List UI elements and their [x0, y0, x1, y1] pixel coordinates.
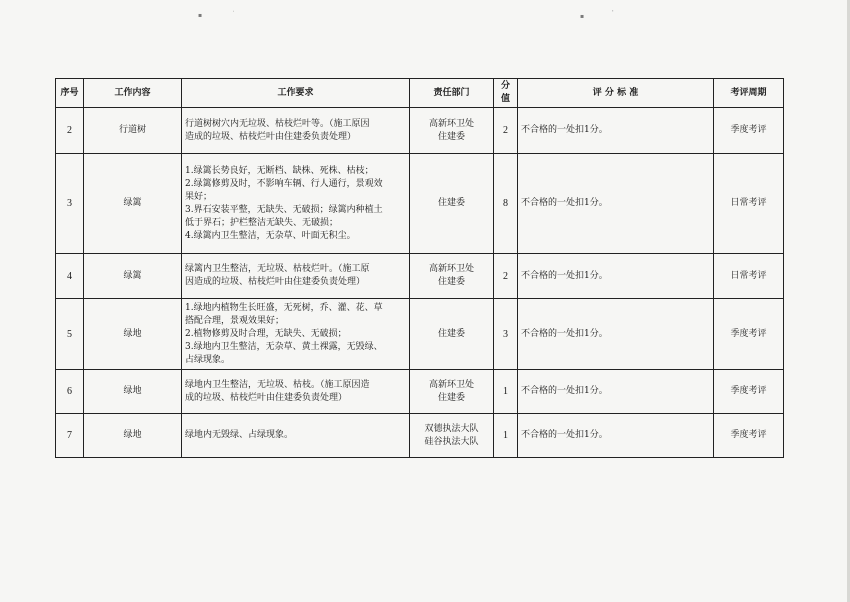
row-content: 绿地 — [84, 299, 182, 370]
department-line: 高新环卫处 — [428, 379, 474, 390]
row-department — [410, 370, 494, 414]
row-cycle: 日常考评 — [714, 154, 784, 254]
row-department — [410, 154, 494, 254]
department-line: 高新环卫处 — [428, 118, 474, 129]
row-score: 3 — [494, 299, 518, 370]
row-score: 1 — [494, 414, 518, 458]
table-header-row — [56, 79, 784, 108]
row-criteria: 不合格的一处扣1分。 — [518, 414, 714, 458]
scan-speck: ˙ — [232, 11, 235, 18]
requirement-line: 行道树树穴内无垃圾、枯枝烂叶等。（施工原因 — [185, 118, 370, 129]
requirement-line: 成的垃圾、枯枝烂叶由住建委负责处理） — [185, 392, 348, 403]
department-line: 高新环卫处 — [428, 264, 474, 274]
row-cycle: 季度考评 — [714, 108, 784, 154]
requirement-line: 3.界石安装平整，无缺失、无破损；绿篱内种植土 — [185, 204, 383, 215]
table-row — [56, 370, 784, 414]
row-cycle: 日常考评 — [714, 254, 784, 299]
header-score: 分值 — [494, 79, 518, 108]
row-score: 1 — [494, 370, 518, 414]
row-cycle: 季度考评 — [714, 370, 784, 414]
department-line: 住建委 — [437, 392, 465, 403]
header-department: 责任部门 — [410, 79, 494, 108]
requirement-line: 2.绿篱修剪及时，不影响车辆、行人通行，景观效 — [185, 178, 383, 189]
row-number: 2 — [56, 108, 84, 154]
scan-speck: ▪ — [198, 12, 203, 19]
header-cycle: 考评周期 — [714, 79, 784, 108]
requirement-line: 搭配合理，景观效果好； — [185, 315, 285, 326]
header-content: 工作内容 — [84, 79, 182, 108]
requirement-line: 因造成的垃圾、枯枝烂叶由住建委负责处理） — [185, 277, 366, 287]
requirement-line: 4.绿篱内卫生整洁，无杂草、叶面无积尘。 — [185, 230, 356, 241]
row-number: 5 — [56, 299, 84, 370]
row-content: 行道树 — [84, 108, 182, 154]
department-line: 双德执法大队 — [424, 423, 479, 434]
row-department — [410, 254, 494, 299]
department-line: 住建委 — [437, 328, 465, 339]
row-number: 7 — [56, 414, 84, 458]
table-row — [56, 154, 784, 254]
row-criteria: 不合格的一处扣1分。 — [518, 254, 714, 299]
table-row — [56, 254, 784, 299]
row-department — [410, 414, 494, 458]
department-line: 硅谷执法大队 — [424, 436, 479, 447]
assessment-table — [55, 78, 784, 458]
requirement-line: 绿地内无毁绿、占绿现象。 — [185, 430, 294, 440]
row-department — [410, 108, 494, 154]
row-score: 2 — [494, 108, 518, 154]
row-cycle: 季度考评 — [714, 414, 784, 458]
department-line: 住建委 — [437, 198, 465, 208]
requirement-line: 占绿现象。 — [185, 354, 231, 365]
row-number: 4 — [56, 254, 84, 299]
row-requirement — [182, 299, 410, 370]
scan-speck: ˈ — [612, 10, 614, 17]
row-cycle: 季度考评 — [714, 299, 784, 370]
row-department — [410, 299, 494, 370]
department-line: 住建委 — [437, 277, 465, 287]
header-requirement: 工作要求 — [182, 79, 410, 108]
requirement-line: 低于界石；护栏整洁无缺失、无破损； — [185, 217, 339, 228]
row-number: 6 — [56, 370, 84, 414]
row-criteria: 不合格的一处扣1分。 — [518, 299, 714, 370]
table-row — [56, 299, 784, 370]
table-row — [56, 414, 784, 458]
row-criteria: 不合格的一处扣1分。 — [518, 370, 714, 414]
requirement-line: 绿地内卫生整洁，无垃圾、枯枝。（施工原因造 — [185, 379, 370, 390]
header-no: 序号 — [56, 79, 84, 108]
table-row — [56, 108, 784, 154]
requirement-line: 1.绿篱长势良好，无断档、缺株、死株、枯枝； — [185, 165, 374, 176]
requirement-line: 3.绿地内卫生整洁，无杂草、黄土裸露，无毁绿、 — [185, 341, 383, 352]
requirement-line: 果好； — [185, 191, 213, 202]
row-requirement — [182, 154, 410, 254]
row-requirement — [182, 254, 410, 299]
department-line: 住建委 — [437, 131, 465, 142]
row-requirement — [182, 414, 410, 458]
row-content: 绿地 — [84, 370, 182, 414]
row-number: 3 — [56, 154, 84, 254]
requirement-line: 造成的垃圾、枯枝烂叶由住建委负责处理） — [185, 131, 357, 142]
header-criteria: 评 分 标 准 — [518, 79, 714, 108]
row-criteria: 不合格的一处扣1分。 — [518, 108, 714, 154]
row-score: 8 — [494, 154, 518, 254]
row-content: 绿篱 — [84, 254, 182, 299]
requirement-line: 绿篱内卫生整洁，无垃圾、枯枝烂叶。（施工原 — [185, 264, 370, 274]
row-content: 绿地 — [84, 414, 182, 458]
row-requirement — [182, 108, 410, 154]
requirement-line: 1.绿地内植物生长旺盛，无死树，乔、灌、花、草 — [185, 302, 383, 313]
row-requirement — [182, 370, 410, 414]
row-criteria: 不合格的一处扣1分。 — [518, 154, 714, 254]
requirement-line: 2.植物修剪及时合理，无缺失、无破损； — [185, 328, 347, 339]
row-content: 绿篱 — [84, 154, 182, 254]
scan-speck: ▪ — [580, 13, 585, 20]
row-score: 2 — [494, 254, 518, 299]
